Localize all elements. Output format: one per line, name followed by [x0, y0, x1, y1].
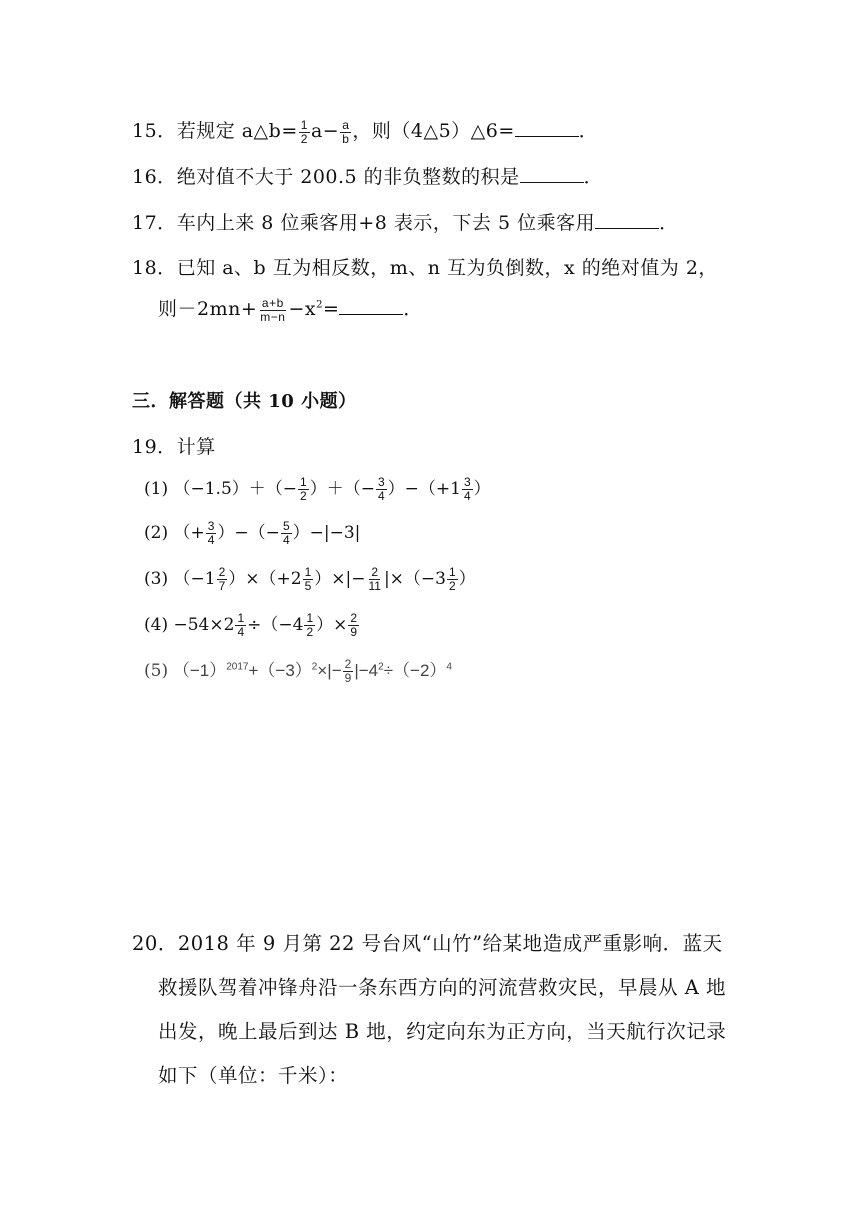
denominator: 4	[207, 533, 215, 547]
question-number: 20．	[132, 932, 178, 955]
numerator: 1	[300, 475, 307, 489]
denominator: 11	[368, 579, 381, 593]
question-20-line-4: 如下（单位：千米）：	[158, 1064, 349, 1087]
expression-part: ）×（+2	[228, 569, 302, 589]
denominator: 4	[237, 625, 245, 639]
expression-part: ）×	[316, 615, 348, 635]
numerator: 2	[218, 565, 226, 579]
expression-part: ）−（+1	[387, 479, 461, 499]
question-number: 16．	[132, 166, 177, 188]
answer-blank[interactable]	[520, 164, 584, 183]
question-number: 18．	[132, 257, 177, 279]
question-text: 若规定 a△b=	[176, 120, 298, 142]
q19-part-2	[144, 518, 360, 547]
part-label: (4)	[144, 615, 169, 635]
question-text: 绝对值不大于 200.5 的非负整数的积是	[176, 166, 520, 188]
denominator: 4	[377, 489, 385, 503]
part-label: (1)	[144, 479, 169, 499]
fraction	[299, 119, 310, 146]
expression-part: ）×|−	[314, 569, 366, 589]
question-text: 已知 a、b 互为相反数，m、n 互为负倒数，x 的绝对值为 2，	[176, 257, 718, 279]
denominator: 2	[448, 579, 456, 593]
q19-part-3	[144, 564, 476, 593]
denominator: 5	[304, 579, 312, 593]
expression-part: a−	[310, 120, 340, 142]
question-19	[132, 432, 216, 459]
exponent: 2017	[226, 661, 249, 673]
numerator: 2	[350, 611, 358, 625]
answer-blank[interactable]	[595, 210, 659, 229]
expression-part: 则－2mn+	[158, 298, 258, 320]
denominator: 2	[300, 131, 308, 146]
expression-part: ）	[458, 569, 476, 589]
question-number: 17．	[132, 212, 177, 234]
question-20-line-2: 救援队驾着冲锋舟沿一条东西方向的河流营救灾民，早晨从 A 地	[158, 976, 726, 999]
question-number: 19．	[132, 436, 177, 458]
section-heading: 三．解答题（共 10 小题）	[132, 391, 357, 412]
question-title: 计算	[176, 436, 216, 458]
numerator: 1	[237, 611, 245, 625]
fraction	[340, 119, 351, 146]
expression-part: （−1	[173, 569, 216, 589]
fraction	[447, 566, 458, 593]
expression-part: −x	[288, 298, 317, 320]
expression-part: −54×2	[173, 615, 235, 635]
numerator: a+b	[261, 295, 284, 310]
question-text: 2018 年 9 月第 22 号台风“山竹”给某地造成严重影响．蓝天	[177, 932, 723, 955]
exponent: 2	[316, 299, 323, 311]
fraction	[462, 476, 473, 503]
question-16	[132, 162, 603, 189]
punctuation: ．	[578, 120, 599, 142]
answer-blank[interactable]	[515, 118, 579, 137]
question-17	[132, 208, 679, 235]
expression-part: （−1.5）＋（−	[173, 479, 298, 499]
expression-part: ÷（−2）	[383, 661, 447, 680]
numerator: 3	[207, 519, 215, 533]
fraction	[235, 612, 246, 639]
question-18	[132, 253, 718, 280]
fraction	[366, 566, 382, 593]
numerator: 3	[463, 475, 471, 489]
fraction	[303, 566, 314, 593]
expression-part: ）	[473, 479, 491, 499]
exponent: 2	[311, 661, 318, 673]
numerator: 1	[448, 565, 456, 579]
numerator: a	[342, 117, 350, 132]
exponent: 4	[446, 661, 452, 673]
denominator: 4	[463, 489, 471, 503]
fraction	[343, 658, 354, 685]
expression-part: |×（−3	[383, 569, 446, 589]
fraction	[206, 520, 217, 547]
question-18-line-2	[158, 294, 423, 324]
fraction	[217, 566, 228, 593]
answer-blank[interactable]	[339, 296, 403, 315]
numerator: 2	[344, 657, 352, 672]
numerator: 1	[306, 611, 314, 625]
numerator: 2	[371, 565, 379, 579]
part-label: (3)	[144, 569, 169, 589]
denominator: 7	[218, 579, 226, 593]
fraction	[258, 297, 287, 324]
denominator: 2	[300, 489, 307, 503]
question-number: 15．	[132, 120, 177, 142]
fraction	[376, 476, 387, 503]
q19-part-4	[144, 610, 360, 639]
expression-part: ）−|−3|	[292, 523, 361, 543]
fraction	[348, 612, 359, 639]
expression-part: ）＋（−	[309, 479, 375, 499]
punctuation: ．	[403, 298, 423, 320]
fraction	[304, 612, 315, 639]
punctuation: ．	[659, 212, 679, 234]
expression-part: （+	[173, 523, 205, 543]
expression-part: +（−3）	[248, 661, 312, 680]
part-label: (2)	[144, 523, 169, 543]
denominator: 2	[306, 625, 314, 639]
question-text: ，则（4△5）△6=	[352, 120, 515, 142]
fraction	[281, 520, 292, 547]
numerator: 1	[304, 565, 312, 579]
punctuation: ．	[583, 166, 604, 188]
expression-part: ）−（−	[217, 523, 280, 543]
question-text: 车内上来 8 位乘客用+8 表示，下去 5 位乘客用	[176, 212, 596, 234]
denominator: m−n	[260, 309, 286, 324]
numerator: 3	[377, 475, 385, 489]
expression-part: ×|−	[317, 661, 342, 680]
expression-part: |−4	[354, 661, 379, 680]
numerator: 5	[282, 519, 290, 533]
expression-part: （−1）	[172, 661, 227, 680]
question-20-line-3: 出发，晚上最后到达 B 地，约定向东为正方向，当天航行次记录	[158, 1020, 727, 1043]
fraction	[298, 476, 309, 503]
denominator: 4	[282, 533, 290, 547]
numerator: 1	[300, 117, 308, 132]
denominator: 9	[350, 625, 358, 639]
q19-part-1	[144, 474, 491, 503]
equals-sign: =	[322, 298, 340, 320]
q19-part-5	[144, 656, 452, 685]
denominator: 9	[344, 671, 352, 686]
denominator: b	[342, 131, 350, 146]
question-15	[132, 116, 598, 146]
expression-part: ÷（−4	[247, 615, 304, 635]
part-label: (5)	[144, 661, 169, 681]
exponent: 2	[378, 661, 384, 673]
question-20	[132, 928, 723, 956]
